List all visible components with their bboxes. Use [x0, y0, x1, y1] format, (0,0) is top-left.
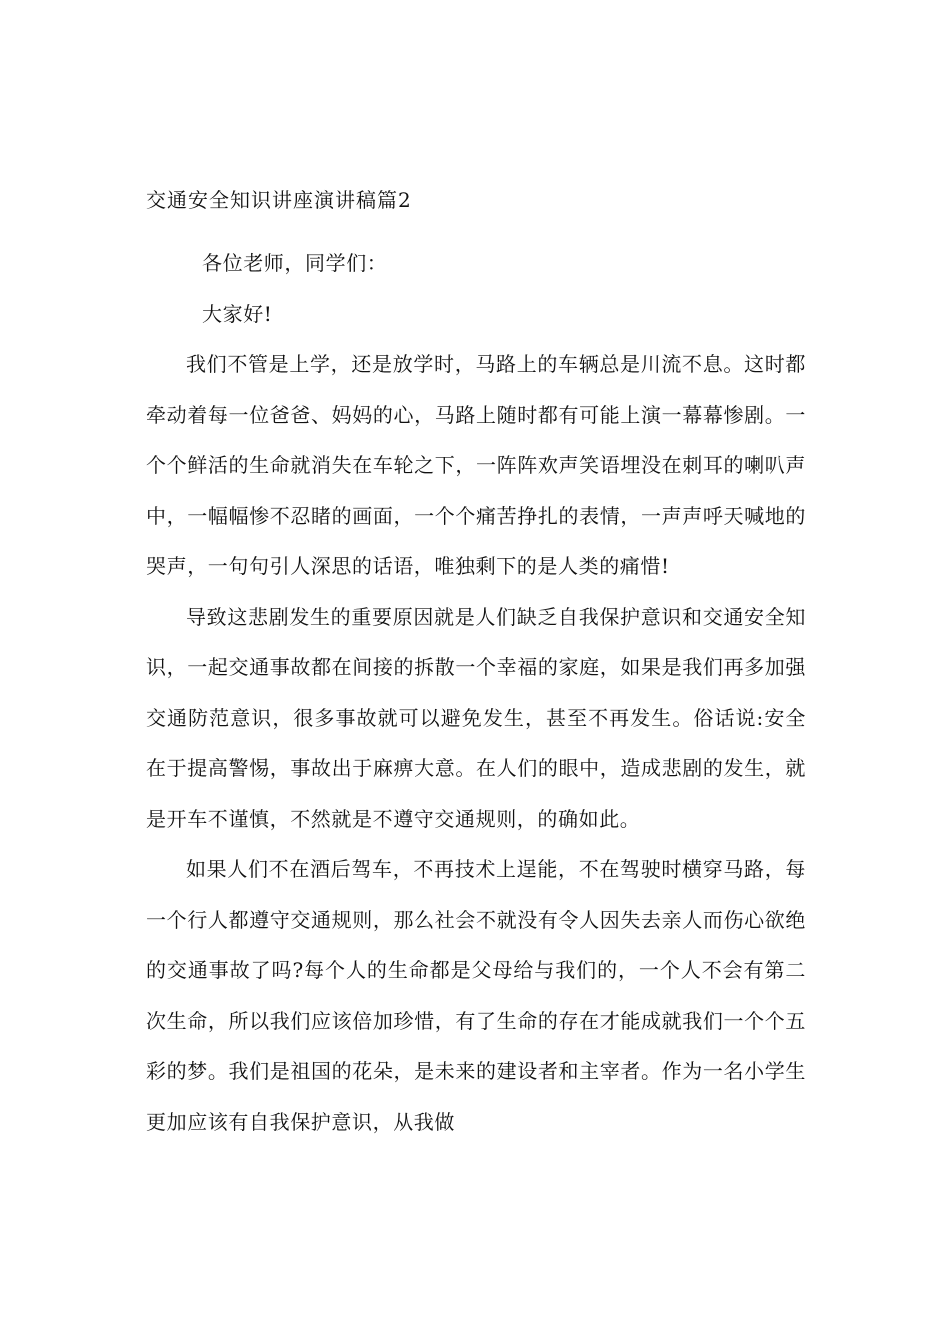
document-title: 交通安全知识讲座演讲稿篇2: [146, 188, 412, 212]
body-paragraph: 导致这悲剧发生的重要原因就是人们缺乏自我保护意识和交通安全知识，一起交通事故都在间接的拆散一个幸福的家庭，如果是我们再多加强交通防范意识，很多事故就可以避免发生，甚至不再发生。俗话说:安全在于提高警惕，事故出于麻痹大意。在人们的眼中，造成悲剧的发生，就是开车不谨慎，不然就是不遵守交通规则，的确如此。: [146, 604, 806, 831]
body-paragraph: 我们不管是上学，还是放学时，马路上的车辆总是川流不息。这时都牵动着每一位爸爸、妈妈的心，马路上随时都有可能上演一幕幕惨剧。一个个鲜活的生命就消失在车轮之下，一阵阵欢声笑语埋没在刺耳的喇叭声中，一幅幅惨不忍睹的画面，一个个痛苦挣扎的表情，一声声呼天喊地的哭声，一句句引人深思的话语，唯独剩下的是人类的痛惜!: [146, 352, 806, 578]
body-paragraph: 如果人们不在酒后驾车，不再技术上逞能，不在驾驶时横穿马路，每一个行人都遵守交通规则，那么社会不就没有令人因失去亲人而伤心欲绝的交通事故了吗?每个人的生命都是父母给与我们的，一个人不会有第二次生命，所以我们应该倍加珍惜，有了生命的存在才能成就我们一个个五彩的梦。我们是祖国的花朵，是未来的建设者和主宰者。作为一名小学生更加应该有自我保护意识，从我做: [146, 857, 806, 1134]
salutation-paragraph: 各位老师，同学们：: [202, 251, 388, 275]
document-body: [146, 238, 806, 1147]
greeting-paragraph: 大家好!: [202, 301, 273, 326]
